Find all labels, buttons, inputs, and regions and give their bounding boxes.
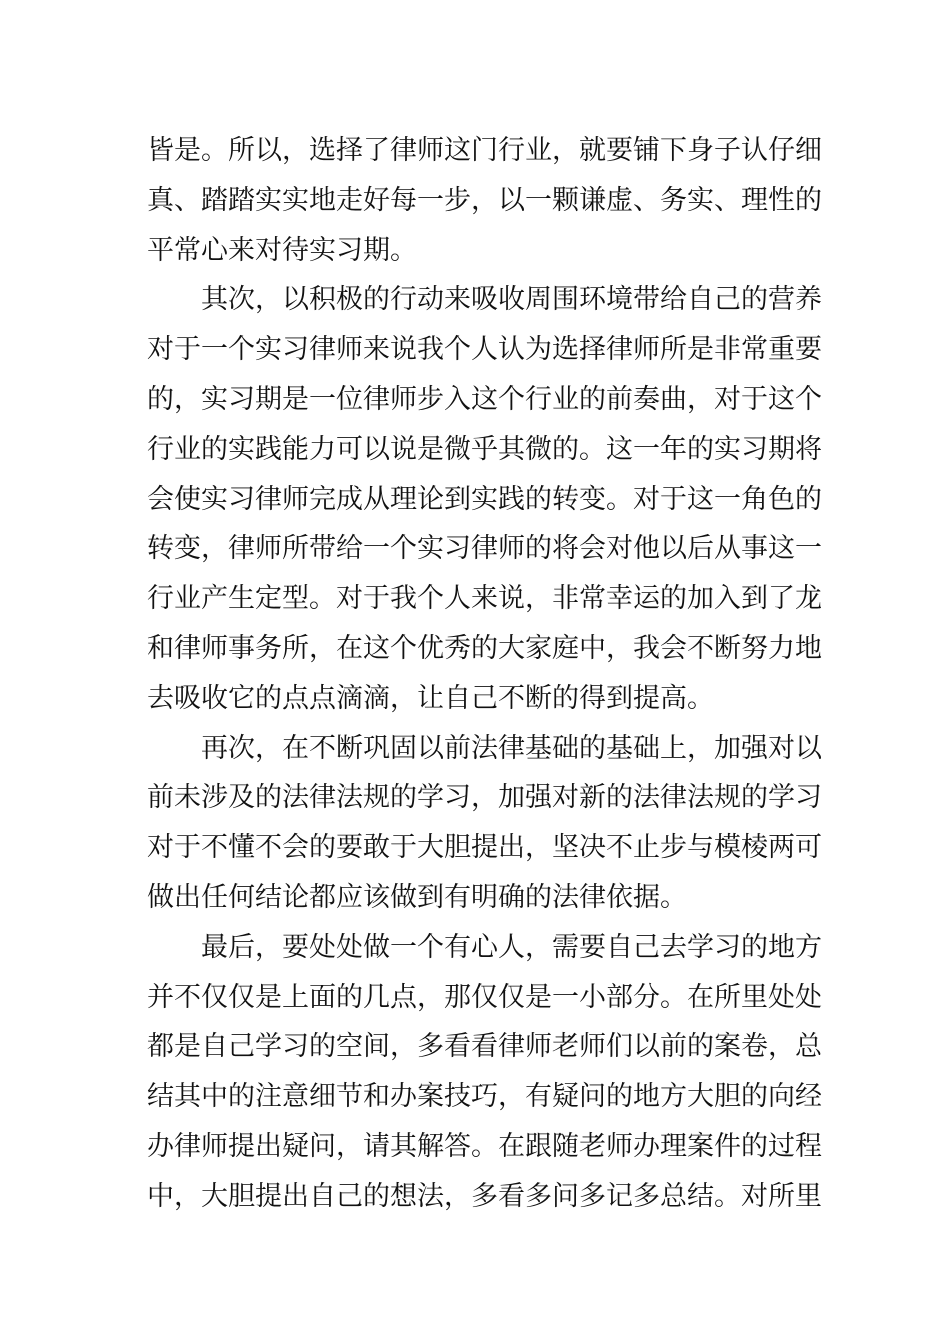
- text-line: 对于一个实习律师来说我个人认为选择律师所是非常重要: [147, 334, 822, 366]
- text-line: 结其中的注意细节和办案技巧，有疑问的地方大胆的向经: [147, 1081, 822, 1113]
- text-line: 其次，以积极的行动来吸收周围环境带给自己的营养: [147, 284, 822, 316]
- text-line: 最后，要处处做一个有心人，需要自己去学习的地方: [147, 931, 822, 963]
- text-line: 和律师事务所，在这个优秀的大家庭中，我会不断努力地: [147, 632, 822, 664]
- text-line: 都是自己学习的空间，多看看律师老师们以前的案卷，总: [147, 1031, 822, 1063]
- text-line: 并不仅仅是上面的几点，那仅仅是一小部分。在所里处处: [147, 981, 822, 1013]
- text-line: 去吸收它的点点滴滴，让自己不断的得到提高。: [147, 682, 714, 714]
- text-line: 行业的实践能力可以说是微乎其微的。这一年的实习期将: [147, 433, 822, 465]
- text-line: 真、踏踏实实地走好每一步，以一颗谦虚、务实、理性的: [147, 184, 822, 216]
- text-line: 办律师提出疑问，请其解答。在跟随老师办理案件的过程: [147, 1130, 822, 1162]
- text-line: 对于不懂不会的要敢于大胆提出，坚决不止步与模棱两可: [147, 832, 822, 864]
- text-line: 会使实习律师完成从理论到实践的转变。对于这一角色的: [147, 483, 822, 515]
- text-line: 转变，律师所带给一个实习律师的将会对他以后从事这一: [147, 533, 822, 565]
- text-line: 的，实习期是一位律师步入这个行业的前奏曲，对于这个: [147, 383, 822, 415]
- text-line: 皆是。所以，选择了律师这门行业，就要铺下身子认仔细: [147, 135, 822, 166]
- text-line: 再次，在不断巩固以前法律基础的基础上，加强对以: [147, 732, 822, 764]
- text-line: 行业产生定型。对于我个人来说，非常幸运的加入到了龙: [147, 583, 822, 615]
- text-line: 做出任何结论都应该做到有明确的法律依据。: [147, 881, 687, 913]
- text-line: 中，大胆提出自己的想法，多看多问多记多总结。对所里: [147, 1180, 822, 1212]
- text-line: 平常心来对待实习期。: [147, 234, 417, 266]
- text-line: 前未涉及的法律法规的学习，加强对新的法律法规的学习: [147, 782, 822, 814]
- body-text: [147, 126, 822, 1222]
